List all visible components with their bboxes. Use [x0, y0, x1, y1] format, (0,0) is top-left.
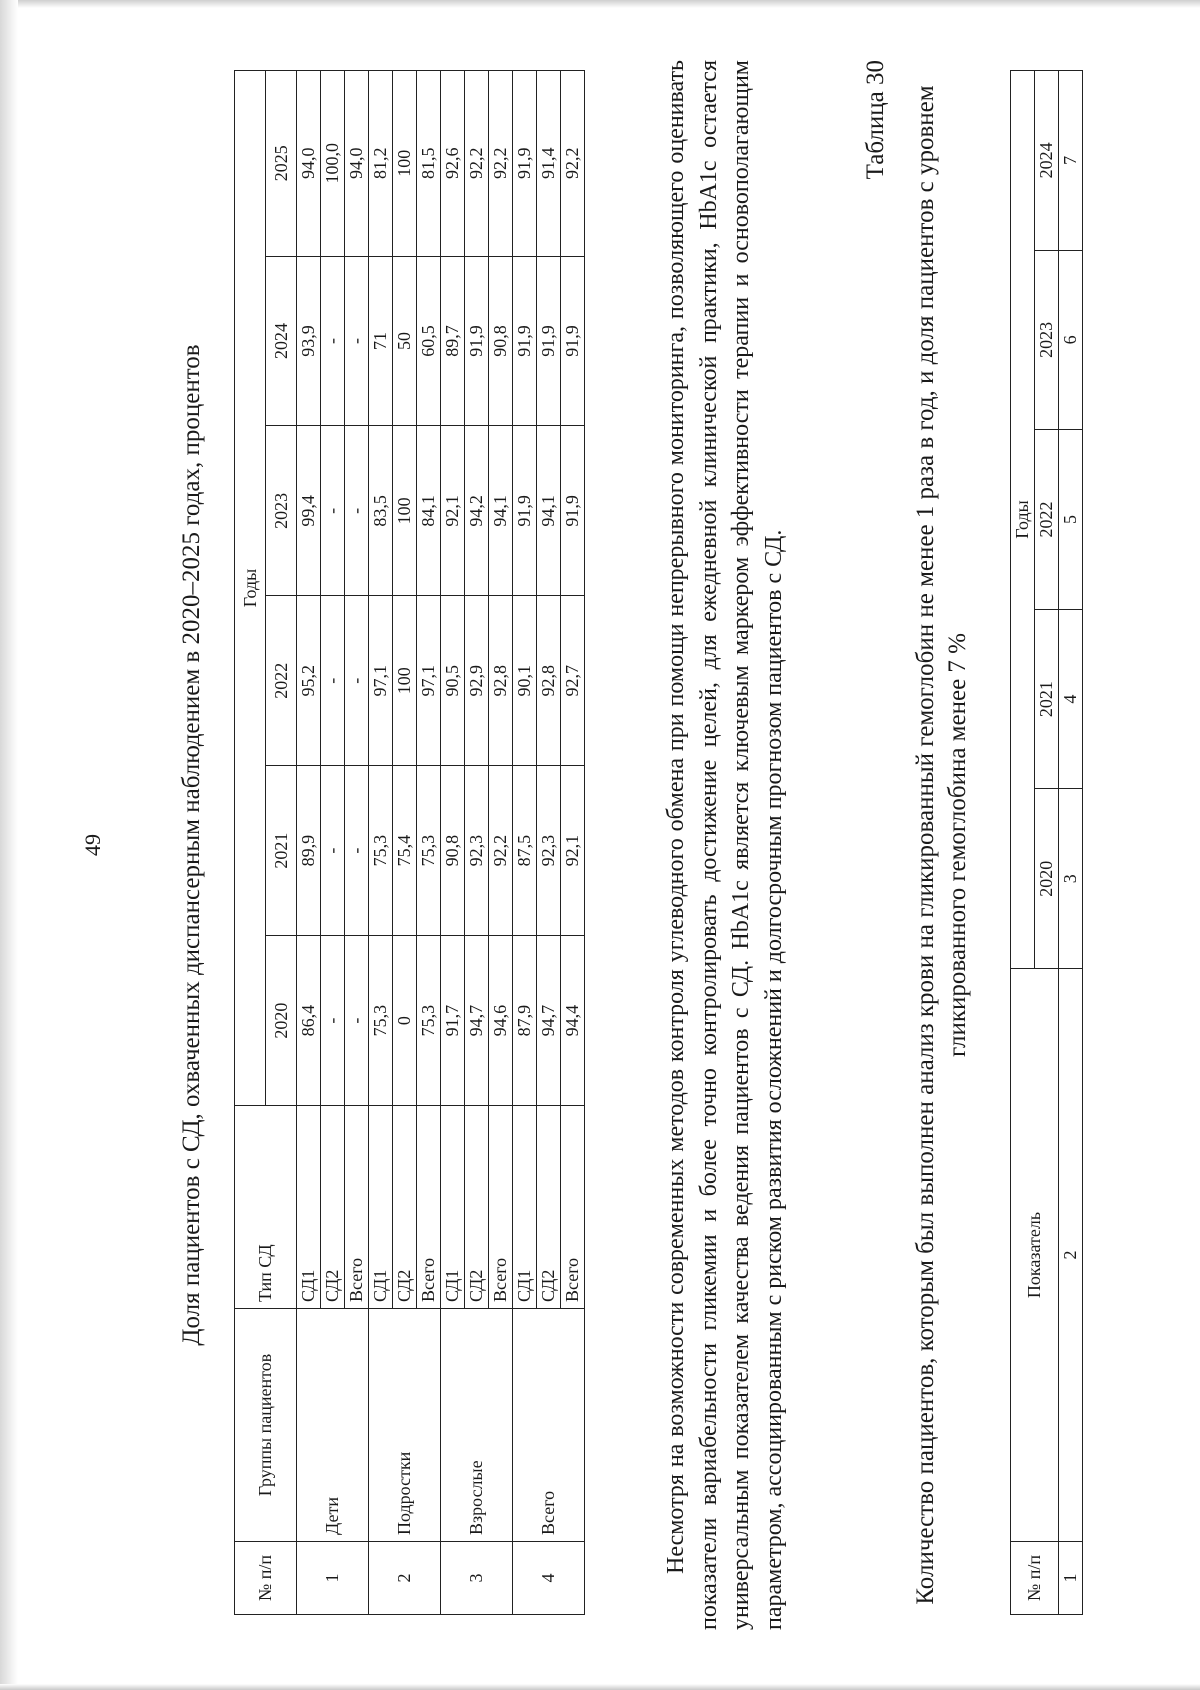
dispensary-observation-table	[234, 70, 585, 1615]
table-row	[297, 71, 321, 1615]
column-number: 4	[1059, 609, 1083, 789]
value-cell: 92,9	[465, 596, 489, 766]
value-cell: -	[321, 766, 345, 936]
diabetes-type: СД1	[441, 1106, 465, 1309]
value-cell: 75,3	[417, 936, 441, 1106]
diabetes-type: СД2	[321, 1106, 345, 1309]
value-cell: 91,7	[441, 936, 465, 1106]
diabetes-type: Всего	[489, 1106, 513, 1309]
table2-label: Таблица 30	[862, 60, 889, 180]
year-header: 2022	[1035, 430, 1059, 610]
diabetes-type: СД1	[513, 1106, 537, 1309]
diabetes-type: СД2	[537, 1106, 561, 1309]
value-cell: 60,5	[417, 256, 441, 426]
value-cell: 75,4	[393, 766, 417, 936]
value-cell: 91,4	[537, 71, 561, 257]
paragraph-text: Несмотря на возможности современных методов контроля углеводного обмена при помощи непрерывного мониторинга, позволяющего оценивать показатели вариабельности гликемии и более точно контролировать достижение целей, для ежедневной клинической практики, HbA1c остается универсальным показателем качества ведения пациентов с СД. HbA1c является ключевым маркером эффективности терапии и основополагающим параметром, ассоциированным с риском развития осложнений и долгосрочным прогнозом пациентов с СД.	[663, 60, 787, 1630]
value-cell: 75,3	[369, 936, 393, 1106]
value-cell: 94,0	[345, 71, 369, 257]
value-cell: 92,2	[561, 71, 585, 257]
value-cell: 86,4	[297, 936, 321, 1106]
value-cell: 91,9	[561, 426, 585, 596]
value-cell: 84,1	[417, 426, 441, 596]
year-header: 2023	[266, 426, 297, 596]
column-number: 1	[1059, 1542, 1083, 1615]
header-type: Тип СД	[235, 1106, 297, 1309]
group-name: Всего	[513, 1309, 585, 1542]
value-cell: 92,2	[489, 71, 513, 257]
value-cell: 94,1	[489, 426, 513, 596]
diabetes-type: СД1	[297, 1106, 321, 1309]
value-cell: -	[345, 596, 369, 766]
value-cell: 90,8	[441, 766, 465, 936]
group-number: 1	[297, 1542, 369, 1615]
year-header: 2020	[266, 936, 297, 1106]
t2-header-indicator: Показатель	[1011, 969, 1059, 1542]
value-cell: 91,9	[513, 426, 537, 596]
value-cell: 100	[393, 596, 417, 766]
table-row	[369, 71, 393, 1615]
value-cell: 92,3	[465, 766, 489, 936]
t2-header-num: № п/п	[1011, 1542, 1059, 1615]
value-cell: 81,5	[417, 71, 441, 257]
value-cell: 94,7	[537, 936, 561, 1106]
group-number: 4	[513, 1542, 585, 1615]
column-number: 6	[1059, 250, 1083, 430]
column-number: 3	[1059, 789, 1083, 969]
table2-title: Количество пациентов, которым был выполнен анализ крови на гликированный гемоглобин не менее 1 раза в год, и доля пациентов с уровнем гликированного гемоглобина менее 7 %	[912, 85, 971, 1605]
value-cell: 92,2	[465, 71, 489, 257]
diabetes-type: СД2	[465, 1106, 489, 1309]
value-cell: 94,7	[465, 936, 489, 1106]
value-cell: 91,9	[465, 256, 489, 426]
value-cell: 93,9	[297, 256, 321, 426]
value-cell: 92,7	[561, 596, 585, 766]
value-cell: 81,2	[369, 71, 393, 257]
page-number: 49	[80, 834, 105, 856]
numbering-row	[1059, 71, 1083, 1615]
value-cell: 94,4	[561, 936, 585, 1106]
group-name: Взрослые	[441, 1309, 513, 1542]
diabetes-type: Всего	[561, 1106, 585, 1309]
value-cell: 71	[369, 256, 393, 426]
table-row	[513, 71, 537, 1615]
value-cell: 92,3	[537, 766, 561, 936]
value-cell: 91,9	[561, 256, 585, 426]
group-name: Подростки	[369, 1309, 441, 1542]
year-header: 2022	[266, 596, 297, 766]
diabetes-type: Всего	[345, 1106, 369, 1309]
value-cell: -	[321, 426, 345, 596]
value-cell: 50	[393, 256, 417, 426]
header-group: Группы пациентов	[235, 1309, 297, 1542]
value-cell: -	[321, 596, 345, 766]
value-cell: 91,9	[513, 256, 537, 426]
year-header: 2025	[266, 71, 297, 257]
value-cell: 92,1	[561, 766, 585, 936]
group-number: 3	[441, 1542, 513, 1615]
table1-title: Доля пациентов с СД, охваченных диспансерным наблюдением в 2020–2025 годах, процентов	[178, 344, 205, 1346]
header-num: № п/п	[235, 1542, 297, 1615]
value-cell: 87,9	[513, 936, 537, 1106]
value-cell: -	[345, 256, 369, 426]
value-cell: 87,5	[513, 766, 537, 936]
body-paragraph	[660, 60, 790, 1630]
value-cell: 89,9	[297, 766, 321, 936]
value-cell: 92,6	[441, 71, 465, 257]
year-header: 2021	[1035, 609, 1059, 789]
value-cell: 92,2	[489, 766, 513, 936]
table-row	[441, 71, 465, 1615]
diabetes-type: Всего	[417, 1106, 441, 1309]
value-cell: -	[345, 766, 369, 936]
year-header: 2020	[1035, 789, 1059, 969]
value-cell: 91,9	[537, 256, 561, 426]
value-cell: 100	[393, 71, 417, 257]
value-cell: -	[321, 936, 345, 1106]
value-cell: -	[345, 936, 369, 1106]
column-number: 7	[1059, 71, 1083, 251]
value-cell: 97,1	[417, 596, 441, 766]
value-cell: 92,8	[489, 596, 513, 766]
value-cell: 94,6	[489, 936, 513, 1106]
value-cell: -	[345, 426, 369, 596]
diabetes-type: СД1	[369, 1106, 393, 1309]
value-cell: 90,5	[441, 596, 465, 766]
column-number: 5	[1059, 430, 1083, 610]
value-cell: 0	[393, 936, 417, 1106]
year-header: 2024	[1035, 71, 1059, 251]
value-cell: 92,8	[537, 596, 561, 766]
value-cell: 91,9	[513, 71, 537, 257]
year-header: 2024	[266, 256, 297, 426]
value-cell: 89,7	[441, 256, 465, 426]
value-cell: 83,5	[369, 426, 393, 596]
value-cell: 75,3	[369, 766, 393, 936]
value-cell: 97,1	[369, 596, 393, 766]
t2-header-years: Годы	[1011, 71, 1035, 969]
value-cell: 94,2	[465, 426, 489, 596]
value-cell: 95,2	[297, 596, 321, 766]
value-cell: 94,1	[537, 426, 561, 596]
year-header: 2023	[1035, 250, 1059, 430]
value-cell: 90,1	[513, 596, 537, 766]
hba1c-table	[1010, 70, 1083, 1615]
group-name: Дети	[297, 1309, 369, 1542]
value-cell: 90,8	[489, 256, 513, 426]
value-cell: 94,0	[297, 71, 321, 257]
value-cell: -	[321, 256, 345, 426]
column-number: 2	[1059, 969, 1083, 1542]
diabetes-type: СД2	[393, 1106, 417, 1309]
value-cell: 75,3	[417, 766, 441, 936]
value-cell: 100	[393, 426, 417, 596]
value-cell: 99,4	[297, 426, 321, 596]
value-cell: 100,0	[321, 71, 345, 257]
header-years: Годы	[235, 71, 266, 1106]
value-cell: 92,1	[441, 426, 465, 596]
year-header: 2021	[266, 766, 297, 936]
group-number: 2	[369, 1542, 441, 1615]
